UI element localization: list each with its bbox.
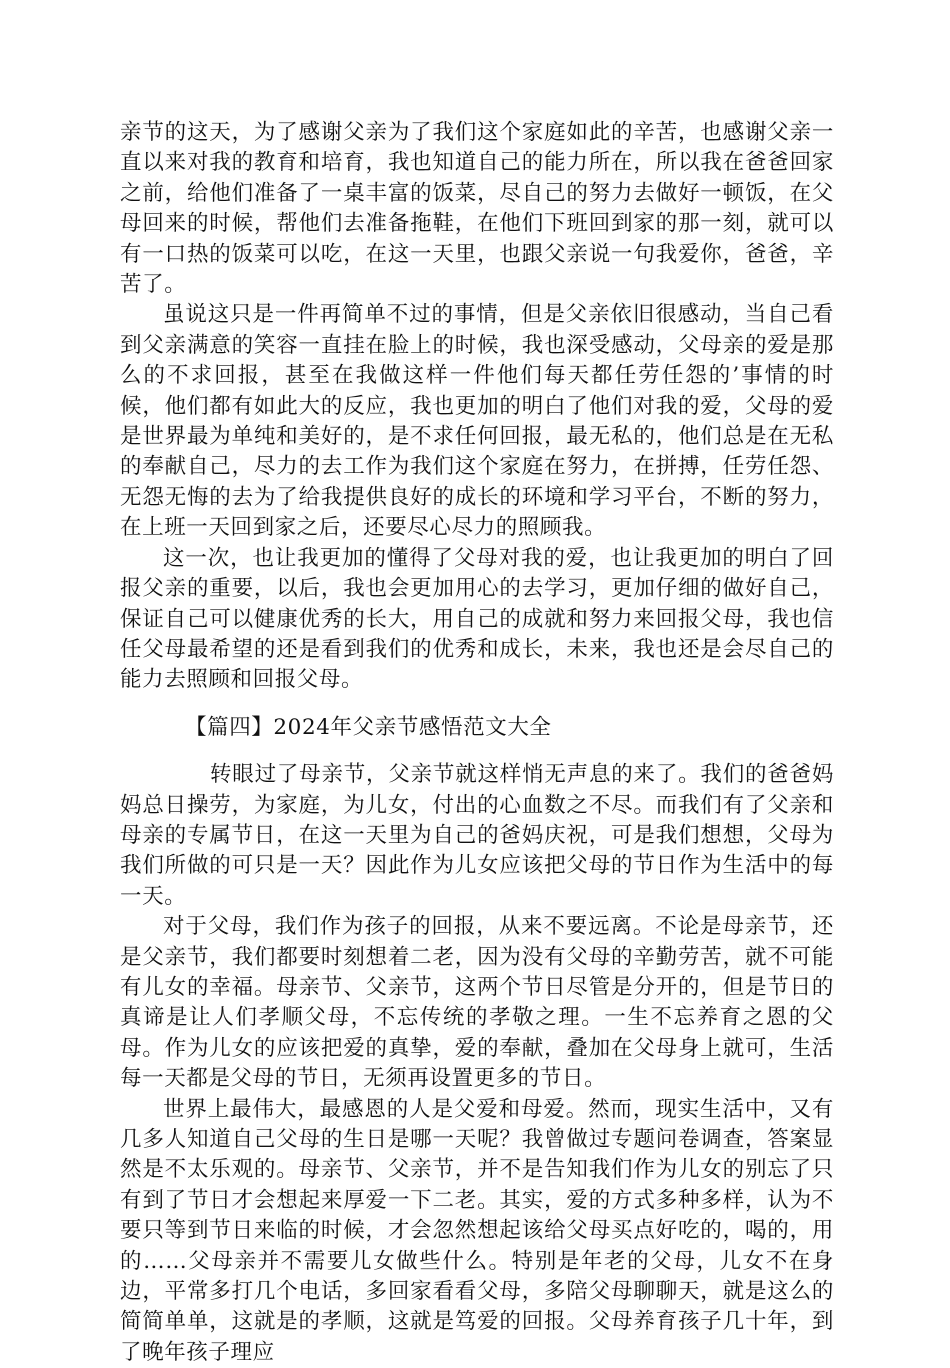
paragraph-5: 对于父母，我们作为孩子的回报，从来不要远离。不论是母亲节，还是父亲节，我们都要时刻想着二老，因为没有父母的辛勤劳苦，就不可能有儿女的幸福。母亲节、父亲节，这两个节日尽管是分开的，但是节日的真谛是让人们孝顺父母，不忘传统的孝敬之理。一生不忘养育之恩的父母。作为儿女的应该把爱的真挚，爱的奉献，叠加在父母身上就可，生活每一天都是父母的节日，无须再设置更多的节日。 [120, 914, 834, 1092]
paragraph-6: 世界上最伟大，最感恩的人是父爱和母爱。然而，现实生活中，又有几多人知道自己父母的生日是哪一天呢？我曾做过专题问卷调查，答案显然是不太乐观的。母亲节、父亲节，并不是告知我们作为儿女的别忘了只有到了节日才会想起来厚爱一下二老。其实，爱的方式多种多样，认为不要只等到节日来临的时候，才会忽然想起该给父母买点好吃的，喝的，用的……父母亲并不需要儿女做些什么。特别是年老的父母，儿女不在身边，平常多打几个电话，多回家看看父母，多陪父母聊聊天，就是这么的简简单单，这就是的孝顺，这就是笃爱的回报。父母养育孩子几十年，到了晚年孩子理应 [120, 1096, 834, 1365]
paragraph-3: 这一次，也让我更加的懂得了父母对我的爱，也让我更加的明白了回报父亲的重要，以后，我也会更加用心的去学习，更加仔细的做好自己，保证自己可以健康优秀的长大，用自己的成就和努力来回报父母，我也信任父母最希望的还是看到我们的优秀和成长，未来，我也还是会尽自己的能力去照顾和回报父母。 [120, 545, 834, 693]
spacer [120, 696, 834, 713]
spacer [120, 743, 834, 760]
paragraph-2: 虽说这只是一件再简单不过的事情，但是父亲依旧很感动，当自己看到父亲满意的笑容一直挂在脸上的时候，我也深受感动，父母亲的爱是那么的不求回报，甚至在我做这样一件他们每天都任劳任怨的’事情的时候，他们都有如此大的反应，我也更加的明白了他们对我的爱，父母的爱是世界最为单纯和美好的，是不求任何回报，最无私的，他们总是在无私的奉献自己，尽力的去工作为我们这个家庭在努力，在拼搏，任劳任怨、无怨无悔的去为了给我提供良好的成长的环境和学习平台，不断的努力，在上班一天回到家之后，还要尽心尽力的照顾我。 [120, 302, 834, 541]
section-heading: 【篇四】2024年父亲节感悟范文大全 [185, 714, 552, 740]
paragraph-4: 转眼过了母亲节，父亲节就这样悄无声息的来了。我们的爸爸妈妈总日操劳，为家庭，为儿女，付出的心血数之不尽。而我们有了父亲和母亲的专属节日，在这一天里为自己的爸妈庆祝，可是我们想想，父母为我们所做的可只是一天？因此作为儿女应该把父母的节日作为生活中的每一天。 [120, 762, 834, 909]
document-body [120, 118, 834, 1368]
paragraph-1: 亲节的这天，为了感谢父亲为了我们这个家庭如此的辛苦，也感谢父亲一直以来对我的教育和培育，我也知道自己的能力所在，所以我在爸爸回家之前，给他们准备了一桌丰富的饭菜，尽自己的努力去做好一顿饭，在父母回来的时候，帮他们去准备拖鞋，在他们下班回到家的那一刻，就可以有一口热的饭菜可以吃，在这一天里，也跟父亲说一句我爱你，爸爸，辛苦了。 [120, 120, 834, 298]
